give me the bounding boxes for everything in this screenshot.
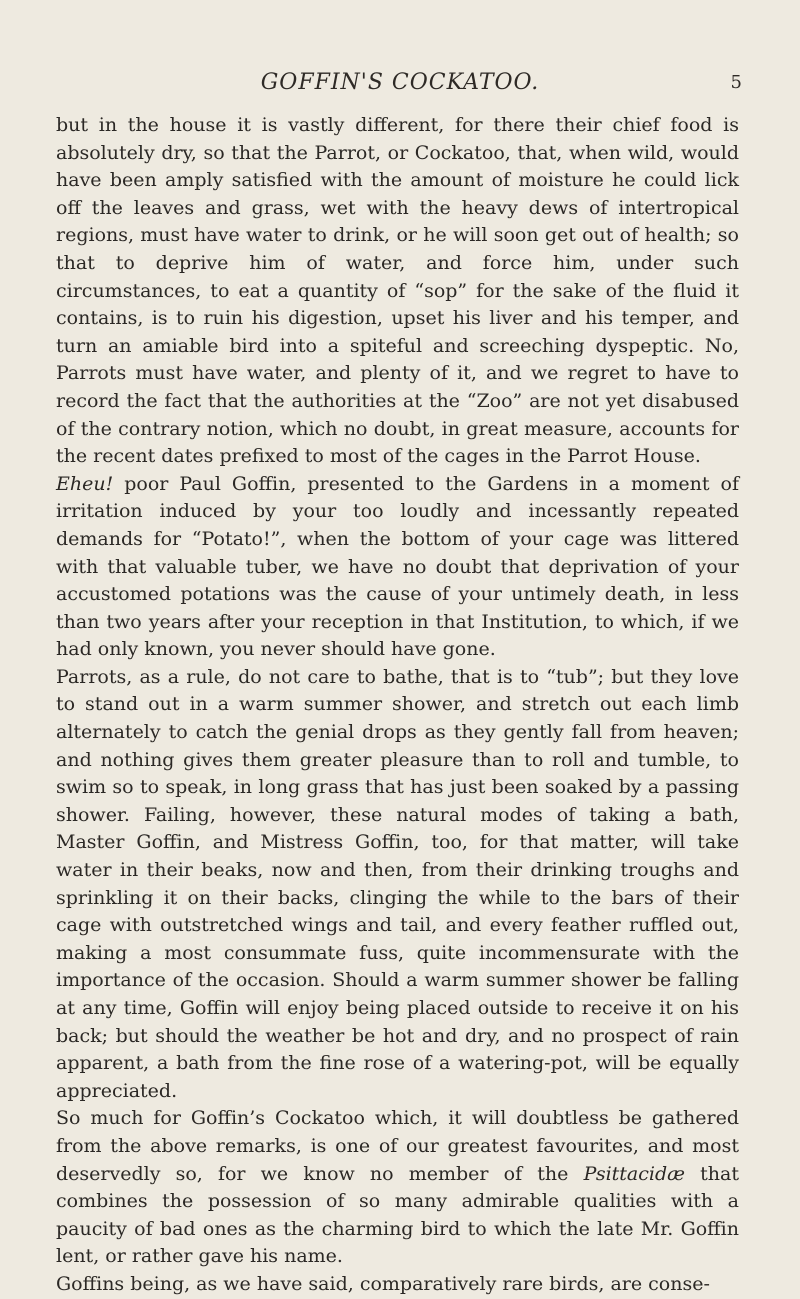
paragraph-text: Parrots, as a rule, do not care to bathe, that is to “tub”; but they love to stand out in a warm summer shower, and stretch out each limb alternately to catch the genial drops as they gently fall from heaven; and nothing gives them greater pleasure than to roll and tumble, to swim so to speak, in long grass that has just been soaked by a passing shower. Failing, however, these natural modes of taking a bath, Master Goffin, and Mistress Goffin, too, for that matter, will take water in their beaks, now and then, from their drinking troughs and sprinkling it on their backs, clinging the while to the bars of their cage with outstretched wings and tail, and every feather ruffled out, making a most consummate fuss, quite incommensurate with the importance of the occasion. Should a warm summer shower be falling at any time, Goffin will enjoy being placed outside to receive it on his back; but should the weather be hot and dry, and no prospect of rain apparent, a bath from the fine rose of a watering-pot, will be equally appreciated. [56, 665, 739, 1102]
paragraph-text: poor Paul Goffin, presented to the Gardens in a moment of irritation induced by your too loudly and incessantly repeated demands for “Potato!”, when the bottom of your cage was littered with that valuable tuber, we have no doubt that deprivation of your accustomed potations was the cause of your untimely death, in less than two years after your reception in that Institution, to which, if we had only known, you never should have gone. [56, 472, 739, 661]
paragraph [56, 112, 739, 471]
paragraph-text-italic: Eheu! [56, 472, 114, 495]
paragraph [56, 1105, 739, 1271]
running-title: GOFFIN'S COCKATOO. [260, 70, 540, 95]
paragraph-text: but in the house it is vastly different, for there their chief food is absolutely dry, so that the Parrot, or Cockatoo, that, when wild, would have been amply satisfied with the amount of moisture he could lick off the leaves and grass, wet with the heavy dews of intertropical regions, must have water to drink, or he will soon get out of health; so that to deprive him of water, and force him, under such circumstances, to eat a quantity of “sop” for the sake of the fluid it contains, is to ruin his digestion, upset his liver and his temper, and turn an amiable bird into a spiteful and screeching dyspeptic. No, Parrots must have water, and plenty of it, and we regret to have to record the fact that the authorities at the “Zoo” are not yet disabused of the contrary notion, which no doubt, in great measure, accounts for the recent dates prefixed to most of the cages in the Parrot House. [56, 114, 739, 468]
page-number: 5 [730, 72, 742, 93]
paragraph-text: Goffins being, as we have said, comparatively rare birds, are conse- [56, 1272, 710, 1295]
paragraph-text: that combines the possession of so many admirable qualities with a paucity of bad ones as the charming bird to which the late Mr. Goffin lent, or rather gave his name. [56, 1162, 739, 1268]
paragraph-text: So much for Goffin’s Cockatoo which, it will doubtless be gathered from the above remarks, is one of our greatest favourites, and most deservedly so, for we know no member of the [56, 1107, 739, 1185]
paragraph [56, 664, 739, 1106]
paragraph [56, 1271, 739, 1299]
body-text [56, 112, 739, 1299]
paragraph [56, 471, 739, 664]
paragraph-text-italic: Psittacidæ [583, 1162, 686, 1185]
